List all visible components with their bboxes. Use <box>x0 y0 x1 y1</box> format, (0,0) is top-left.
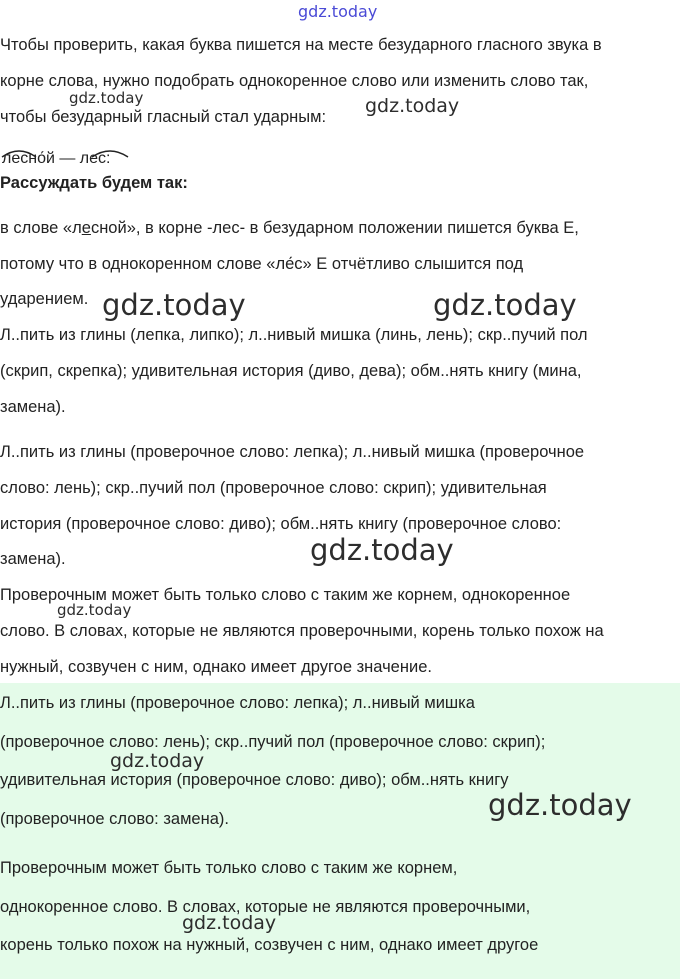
highlighted-line-2: (проверочное слово: лень); скр..пучий пол (проверочное слово: скрип); <box>0 733 546 751</box>
exercise-line-3: замена). <box>0 398 66 416</box>
highlighted-answer-block <box>0 683 680 979</box>
answer-line-1: Л..пить из глины (проверочное слово: лепка); л..нивый мишка (проверочное <box>0 443 585 461</box>
unstressed-vowel-mark: е <box>81 219 91 237</box>
watermark: gdz.today <box>310 533 454 567</box>
reasoning-line-1: в слове «лесной», в корне -лес- в безударном положении пишется буква Е, <box>0 219 579 237</box>
answer-line-3: история (проверочное слово: диво); обм..нять книгу (проверочное слово: <box>0 515 562 533</box>
highlighted-line-6: однокоренное слово. В словах, которые не являются проверочными, <box>0 898 531 916</box>
reasoning-line-2: потому что в однокоренном слове «ле́с» Е отчётливо слышится под <box>0 255 524 273</box>
watermark: gdz.today <box>69 89 144 107</box>
root-example <box>0 144 140 164</box>
rule-line-2: корне слова, нужно подобрать однокоренное слово или изменить слово так, <box>0 72 589 90</box>
watermark: gdz.today <box>102 288 246 322</box>
highlighted-line-4: (проверочное слово: замена). <box>0 810 229 828</box>
watermark: gdz.today <box>182 912 277 934</box>
watermark: gdz.today <box>488 788 632 822</box>
watermark: gdz.today <box>110 750 205 772</box>
exercise-line-1: Л..пить из глины (лепка, липко); л..нивый мишка (линь, лень); скр..пучий пол <box>0 326 588 344</box>
highlighted-line-7: корень только похож на нужный, созвучен с ним, однако имеет другое <box>0 936 539 954</box>
reasoning-heading: Рассуждать будем так: <box>0 174 188 192</box>
reasoning-line-3: ударением. <box>0 290 89 308</box>
highlighted-line-1: Л..пить из глины (проверочное слово: лепка); л..нивый мишка <box>0 694 475 712</box>
answer-line-4: замена). <box>0 550 66 568</box>
explanation-line-3: нужный, созвучен с ним, однако имеет другое значение. <box>0 658 432 676</box>
watermark: gdz.today <box>57 601 132 619</box>
rule-line-3: чтобы безударный гласный стал ударным: <box>0 108 327 126</box>
highlighted-line-5: Проверочным может быть только слово с таким же корнем, <box>0 859 458 877</box>
rule-line-1: Чтобы проверить, какая буква пишется на месте безударного гласного звука в <box>0 36 602 54</box>
explanation-line-2: слово. В словах, которые не являются проверочными, корень только похож на <box>0 622 604 640</box>
watermark: gdz.today <box>433 288 577 322</box>
highlighted-line-3: удивительная история (проверочное слово: диво); обм..нять книгу <box>0 771 509 789</box>
exercise-line-2: (скрип, скрепка); удивительная история (диво, дева); обм..нять книгу (мина, <box>0 362 582 380</box>
root-example-text: лесно́й — лес: <box>2 150 111 164</box>
watermark: gdz.today <box>365 95 460 117</box>
watermark-top: gdz.today <box>298 2 378 21</box>
explanation-line-1: Проверочным может быть только слово с таким же корнем, однокоренное <box>0 586 571 604</box>
answer-line-2: слово: лень); скр..пучий пол (проверочное слово: скрип); удивительная <box>0 479 547 497</box>
